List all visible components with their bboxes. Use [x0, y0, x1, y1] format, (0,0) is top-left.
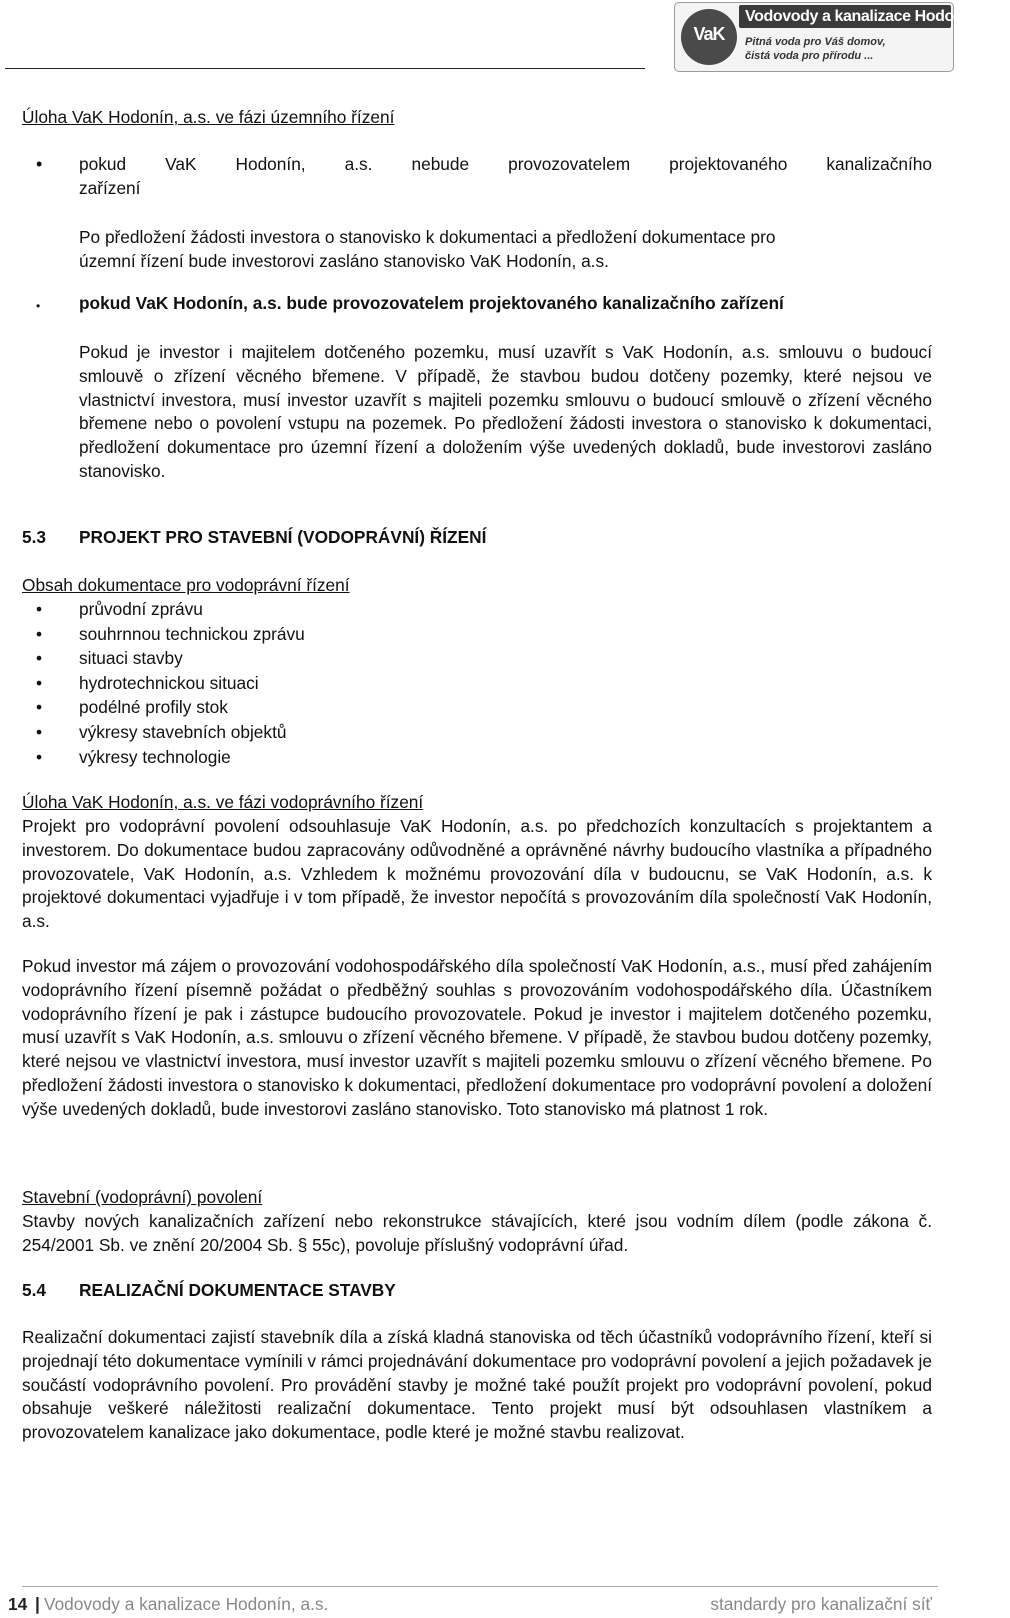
list-item-text: souhrnnou technickou zprávu	[79, 623, 305, 644]
bullet-icon: •	[36, 746, 43, 767]
bullet2-paragraph: Pokud je investor i majitelem dotčeného pozemku, musí uzavřít s VaK Hodonín, a.s. smlouvu o budoucí smlouvě o zřízení věcného břemene. V případě, že stavbou budou dotčeny pozemky, které nejsou ve vlastnictví investora, musí investor uzavřít s majiteli pozemku smlouvu o budoucí smlouvě o zřízení věcného břemene nebo o povolení vstupu na pozemek. Po předložení žádosti investora o stanovisko k dokumentaci, předložení dokumentace pro územní řízení a doložením výše uvedených dokladů, bude investorovi zasláno stanovisko.	[79, 342, 932, 481]
permit-heading: Stavební (vodoprávní) povolení	[22, 1187, 263, 1207]
footer-company: Vodovody a kanalizace Hodonín, a.s.	[44, 1594, 329, 1614]
permit-paragraph: Stavby nových kanalizačních zařízení nebo rekonstrukce stávajících, které jsou vodním dílem (podle zákona č. 254/2001 Sb. ve znění 20/2004 Sb. § 55c), povoluje příslušný vodoprávní úřad.	[22, 1211, 932, 1255]
bullet-icon: •	[36, 623, 43, 644]
bullet-icon: •	[36, 721, 43, 742]
list-item-text: podélné profily stok	[79, 697, 228, 718]
logo-tagline-line-2: čistá voda pro přírodu ...	[745, 50, 874, 62]
bullet-icon: •	[36, 697, 43, 718]
list-item-text: průvodní zprávu	[79, 599, 203, 619]
section-53-title: PROJEKT PRO STAVEBNÍ (VODOPRÁVNÍ) ŘÍZENÍ	[79, 527, 487, 547]
bullet-icon: •	[36, 672, 43, 693]
bullet1-para-line1: Po předložení žádosti investora o stanovisko k dokumentaci a předložení dokumentace pro	[79, 227, 776, 247]
header-rule	[5, 68, 645, 69]
company-logo	[674, 2, 1010, 72]
footer-doc-title: standardy pro kanalizační síť	[710, 1594, 932, 1614]
bullet-icon: •	[36, 299, 41, 313]
logo-title: Vodovody a kanalizace Hodonín, a.s.	[745, 8, 1010, 25]
bullet2-title: pokud VaK Hodonín, a.s. bude provozovatelem projektovaného kanalizačního zařízení	[79, 293, 784, 313]
list-item-text: situaci stavby	[79, 648, 183, 669]
list-item-text: hydrotechnickou situaci	[79, 672, 259, 693]
logo-tagline	[745, 35, 886, 63]
bullet1-line1: pokud VaK Hodonín, a.s. nebude provozovatelem projektovaného kanalizačního	[79, 154, 932, 174]
section-54-number: 5.4	[22, 1280, 47, 1300]
logo-emblem-text: VaK	[693, 24, 725, 44]
list-item-text: výkresy stavebních objektů	[79, 721, 287, 742]
bullet-icon: •	[36, 648, 43, 669]
heading-uzemni-rizeni: Úloha VaK Hodonín, a.s. ve fázi územního řízení	[22, 107, 395, 127]
logo-tagline-line-1: Pitná voda pro Váš domov,	[745, 36, 886, 48]
realization-paragraph: Realizační dokumentaci zajistí stavebník díla a získá kladná stanoviska od těch účastníků vodoprávního řízení, kteří si projednají této dokumentace vymínili v rámci projednávání dokumentace pro vodoprávní povolení a jejich požadavek je součástí vodoprávního povolení. Pro provádění stavby je možné také použít projekt pro vodoprávní povolení, pokud obsahuje veškeré náležitosti realizační dokumentace. Tento projekt musí být odsouhlasen vlastníkem a provozovatelem kanalizace jako dokumentace, podle které je možné stavbu realizovat.	[22, 1327, 932, 1443]
bullet-icon: •	[36, 599, 43, 619]
page-number: 14	[8, 1594, 28, 1614]
role-heading: Úloha VaK Hodonín, a.s. ve fázi vodoprávního řízení	[22, 792, 424, 812]
footer-rule	[22, 1586, 938, 1587]
section-53-number: 5.3	[22, 527, 47, 547]
role-paragraph: Projekt pro vodoprávní povolení odsouhlasuje VaK Hodonín, a.s. po předchozích konzultacích s projektantem a investorem. Do dokumentace budou zapracovány odůvodněné a oprávněné návrhy budoucího vlastníka a případného provozovatele, VaK Hodonín, a.s. Vzhledem k možnému provozování díla v budoucnu, se VaK Hodonín, a.s. k projektové dokumentaci vyjadřuje i v tom případě, že investor nepočítá s provozováním díla společností VaK Hodonín, a.s.	[22, 816, 932, 932]
section-54-title: REALIZAČNÍ DOKUMENTACE STAVBY	[79, 1280, 396, 1300]
investor-paragraph: Pokud investor má zájem o provozování vodohospodářského díla společností VaK Hodonín, a.s., musí před zahájením vodoprávního řízení písemně požádat o předběžný souhlas s provozováním vodohospodářského díla. Účastníkem vodoprávního řízení je pak i zástupce budoucího provozovatele. Pokud je investor i majitelem dotčeného pozemku, musí uzavřít s VaK Hodonín, a.s. smlouvu o zřízení věcného břemene. V případě, že stavbou budou dotčeny pozemky, které nejsou ve vlastnictví investora, musí investor uzavřít s majiteli pozemku smlouvu o zřízení věcného břemene. Po předložení žádosti investora o stanovisko k dokumentaci, předložení dokumentace pro vodoprávní povolení a doložení výše uvedených dokladů, bude investorovi zasláno stanovisko. Toto stanovisko má platnost 1 rok.	[22, 956, 932, 1119]
contents-heading: Obsah dokumentace pro vodoprávní řízení	[22, 575, 350, 595]
bullet1-para-line2: územní řízení bude investorovi zasláno stanovisko VaK Hodonín, a.s.	[79, 251, 609, 271]
footer-separator: |	[35, 1594, 40, 1614]
list-item-text: výkresy technologie	[79, 746, 231, 767]
bullet1-line2: zařízení	[79, 178, 141, 198]
bullet-icon: •	[36, 154, 43, 174]
